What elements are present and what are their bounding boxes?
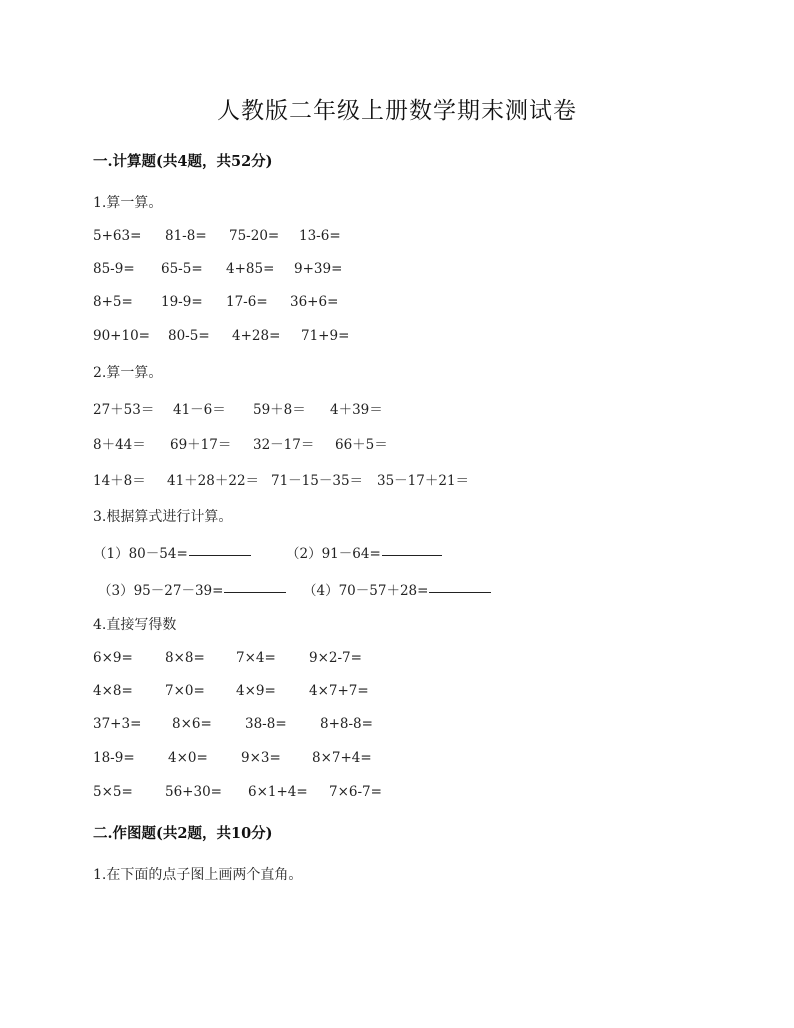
problem: 35－17＋21＝ — [377, 473, 470, 489]
problem: （2）91－64= — [286, 546, 381, 562]
problem: 4＋39＝ — [330, 402, 383, 418]
problem: 56+30= — [165, 784, 222, 800]
section-heading-drawing: 二.作图题(共2题，共10分) — [93, 825, 273, 842]
problem: 9+39= — [294, 261, 343, 277]
problem: 41＋28＋22＝ — [167, 473, 260, 489]
problem: 5×5= — [93, 784, 133, 800]
problem: 9×2-7= — [309, 650, 362, 666]
answer-blank[interactable] — [189, 542, 251, 556]
problem: 8+5= — [93, 294, 133, 310]
problem: 36+6= — [290, 294, 339, 310]
fill-in-item — [286, 542, 381, 562]
question-label: 1.算一算。 — [93, 195, 163, 211]
problem: 81-8= — [165, 228, 207, 244]
fill-in-item — [93, 542, 188, 562]
problem: 7×6-7= — [329, 784, 382, 800]
answer-blank[interactable] — [224, 579, 286, 593]
problem: 69＋17＝ — [170, 437, 232, 453]
section-heading-calculation: 一.计算题(共4题，共52分) — [93, 153, 273, 170]
problem: 9×3= — [241, 750, 281, 766]
problem: 6×1+4= — [248, 784, 308, 800]
question-label: 1.在下面的点子图上画两个直角。 — [93, 867, 303, 883]
problem: 17-6= — [226, 294, 268, 310]
problem: 66＋5＝ — [335, 437, 388, 453]
problem: （4）70－57＋28= — [303, 583, 429, 599]
problem: 38-8= — [245, 716, 287, 732]
problem: 8＋44＝ — [93, 437, 146, 453]
problem: 65-5= — [161, 261, 203, 277]
problem: （1）80－54= — [93, 546, 188, 562]
question-label: 2.算一算。 — [93, 365, 163, 381]
problem: （3）95－27－39= — [98, 583, 224, 599]
problem: 71+9= — [301, 328, 350, 344]
problem: 59＋8＝ — [253, 402, 306, 418]
problem: 7×0= — [165, 683, 205, 699]
problem: 18-9= — [93, 750, 135, 766]
problem: 4×8= — [93, 683, 133, 699]
problem: 85-9= — [93, 261, 135, 277]
problem: 8+8-8= — [320, 716, 373, 732]
problem: 27＋53＝ — [93, 402, 155, 418]
problem: 13-6= — [299, 228, 341, 244]
problem: 41－6＝ — [173, 402, 226, 418]
problem: 32－17＝ — [253, 437, 315, 453]
problem: 4×9= — [236, 683, 276, 699]
problem: 37+3= — [93, 716, 142, 732]
problem: 5+63= — [93, 228, 142, 244]
problem: 8×7+4= — [312, 750, 372, 766]
problem: 19-9= — [161, 294, 203, 310]
problem: 6×9= — [93, 650, 133, 666]
fill-in-item — [303, 579, 428, 599]
question-label: 3.根据算式进行计算。 — [93, 509, 233, 525]
problem: 71－15－35＝ — [271, 473, 364, 489]
question-label: 4.直接写得数 — [93, 617, 177, 633]
problem: 4×0= — [168, 750, 208, 766]
fill-in-item — [98, 579, 223, 599]
problem: 4×7+7= — [309, 683, 369, 699]
problem: 90+10= — [93, 328, 150, 344]
problem: 7×4= — [236, 650, 276, 666]
problem: 75-20= — [229, 228, 280, 244]
answer-blank[interactable] — [382, 542, 442, 556]
answer-blank[interactable] — [429, 579, 491, 593]
problem: 8×6= — [172, 716, 212, 732]
page-title: 人教版二年级上册数学期末测试卷 — [217, 98, 577, 124]
problem: 80-5= — [168, 328, 210, 344]
problem: 8×8= — [165, 650, 205, 666]
problem: 4+85= — [226, 261, 275, 277]
problem: 4+28= — [232, 328, 281, 344]
problem: 14＋8＝ — [93, 473, 146, 489]
